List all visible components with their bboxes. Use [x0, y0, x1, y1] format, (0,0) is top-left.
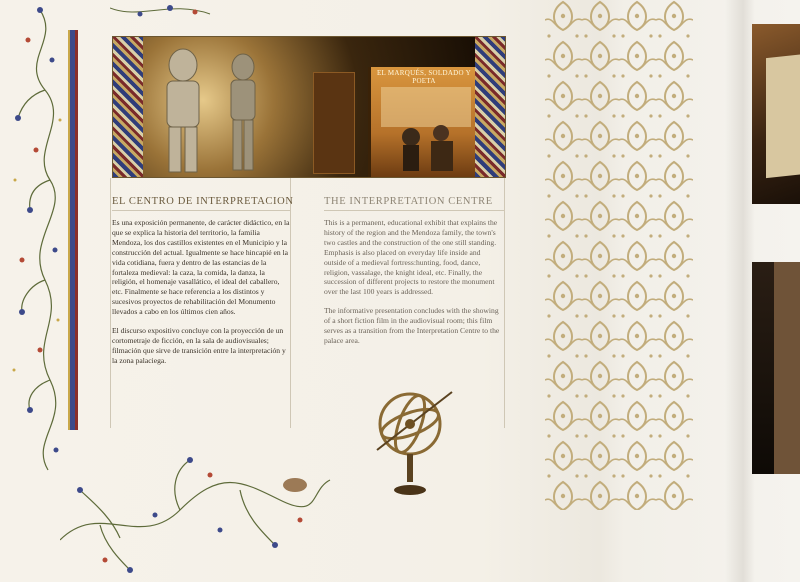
- book-image: [766, 54, 800, 178]
- column-divider-1: [290, 178, 291, 428]
- right-page-photo-bottom: [752, 262, 800, 474]
- vine-stems-left: [18, 10, 56, 470]
- english-heading: THE INTERPRETATION CENTRE: [324, 196, 504, 211]
- spanish-paragraph-2: El discurso expositivo concluye con la proyección de un cortometraje de ficción, en la sala de audiovisuales; filmación que sirve de transición entre la interpretación y la zona palaciega.: [112, 326, 286, 365]
- english-column: [324, 196, 504, 355]
- column-divider-0: [110, 178, 111, 428]
- photo-edge: [774, 262, 800, 474]
- spanish-paragraph-1: Es una exposición permanente, de carácter didáctico, en la que se explica la historia del territorio, la familia Mendoza, los dos castillos existentes en el Municipio y la construcción del actual. Igualmente se hace hincapié en la vida cotidiana, fuera y dentro de las estancias de la fortaleza medieval: la caza, la comida, la danza, la religión, el homenaje vasallático, el ideal del caballero, etc. Finalmente se hace referencia a los distintos y sucesivos proyectos de rehabilitación del Monumento llevados a cabo en los últimos cien años.: [112, 218, 290, 317]
- exhibition-photo: [112, 36, 506, 178]
- photo-ornament-right: [475, 37, 505, 177]
- bird-icon: [283, 478, 307, 492]
- border-bar-blue: [70, 30, 75, 430]
- top-vine-ornament: [110, 0, 220, 40]
- display-panel: [313, 72, 355, 174]
- gold-ornament-pattern: [545, 0, 693, 510]
- display-case-title: EL MARQUÉS, SOLDADO Y POETA: [376, 69, 472, 85]
- photo-interior: [143, 37, 475, 177]
- page-gutter: [725, 0, 755, 582]
- column-divider-2: [504, 178, 505, 428]
- bottom-vine-ornament: [60, 420, 340, 582]
- border-bar-gold: [68, 30, 70, 430]
- armillary-sphere-icon: [362, 382, 462, 500]
- right-page-photo-top: [752, 24, 800, 204]
- spanish-heading: EL CENTRO DE INTERPRETACION: [112, 196, 290, 211]
- spanish-column: [112, 196, 294, 375]
- photo-ornament-left: [113, 37, 143, 177]
- english-paragraph-2: The informative presentation concludes with the showing of a short fiction film in the audiovisual room; this film serves as a transition from the Interpretation Centre to the palace area.: [324, 306, 500, 345]
- border-bar-red: [75, 30, 78, 430]
- gold-dots-left: [13, 119, 62, 372]
- english-paragraph-1: This is a permanent, educational exhibit that explains the history of the region and the Mendoza family, the town's two castles and the construction of the one still standing. Emphasis is also placed on everyday life inside and outside of a medieval fortress:hunting, food, dance, religion, vassalage, the knight ideal, etc. Finally, the succession of different projects to restore the monument over the last 100 years is addressed.: [324, 218, 498, 297]
